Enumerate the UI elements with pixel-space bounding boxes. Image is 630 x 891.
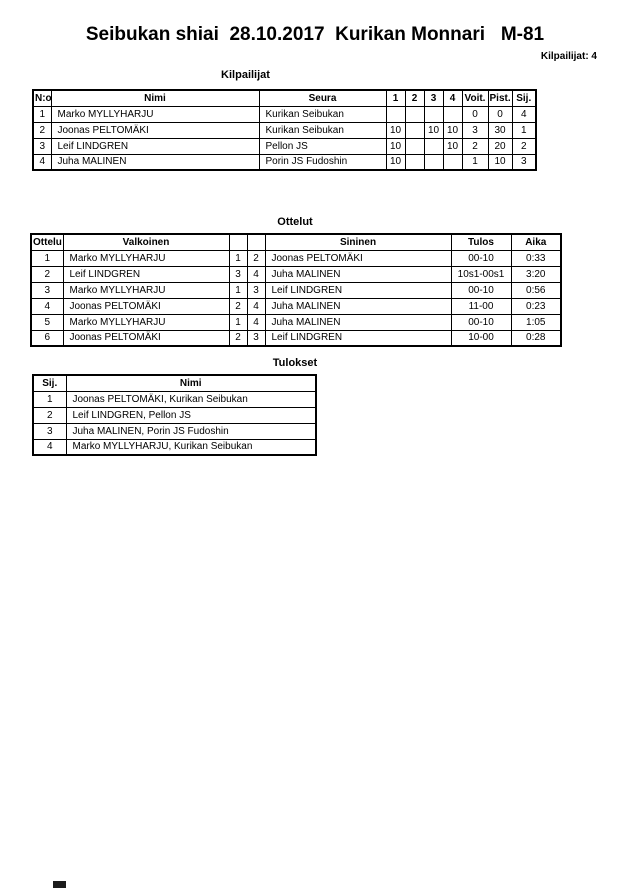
col-header-name: Nimi xyxy=(51,90,259,106)
cell-name: Joonas PELTOMÄKI xyxy=(51,122,259,138)
cell-wins: 2 xyxy=(462,138,488,154)
col-header-points: Pist. xyxy=(488,90,512,106)
cell-name: Joonas PELTOMÄKI, Kurikan Seibukan xyxy=(66,391,316,407)
cell-no: 2 xyxy=(33,122,51,138)
cell-blue-no: 4 xyxy=(247,298,265,314)
cell-white-no: 3 xyxy=(229,266,247,282)
match-row xyxy=(31,282,561,298)
cell-no: 3 xyxy=(33,138,51,154)
cell-white-no: 1 xyxy=(229,282,247,298)
cell-time: 3:20 xyxy=(511,266,561,282)
cell-round-2 xyxy=(405,154,424,170)
col-header-opponent-4: 4 xyxy=(443,90,462,106)
cell-round-1: 10 xyxy=(386,138,405,154)
cell-match-no: 1 xyxy=(31,250,63,266)
cell-time: 0:23 xyxy=(511,298,561,314)
cell-result: 11-00 xyxy=(451,298,511,314)
cell-time: 0:33 xyxy=(511,250,561,266)
cell-match-no: 5 xyxy=(31,314,63,330)
col-header-wins: Voit. xyxy=(462,90,488,106)
match-row xyxy=(31,250,561,266)
col-header-rank: Sij. xyxy=(33,375,66,391)
cell-name: Leif LINDGREN, Pellon JS xyxy=(66,407,316,423)
cell-round-3: 10 xyxy=(424,122,443,138)
result-row xyxy=(33,423,316,439)
matches-table xyxy=(30,233,562,347)
cell-club: Kurikan Seibukan xyxy=(259,106,386,122)
cell-result: 10s1-00s1 xyxy=(451,266,511,282)
cell-match-no: 4 xyxy=(31,298,63,314)
col-header-no: N:o xyxy=(33,90,51,106)
cell-white-name: Marko MYLLYHARJU xyxy=(63,250,229,266)
cell-blue-no: 4 xyxy=(247,314,265,330)
cell-round-1: 10 xyxy=(386,154,405,170)
cell-blue-name: Leif LINDGREN xyxy=(265,330,451,346)
cell-result: 00-10 xyxy=(451,250,511,266)
cell-rank: 3 xyxy=(33,423,66,439)
cell-white-name: Marko MYLLYHARJU xyxy=(63,314,229,330)
col-header-name: Nimi xyxy=(66,375,316,391)
cell-rank: 3 xyxy=(512,154,536,170)
cell-points: 30 xyxy=(488,122,512,138)
cell-result: 00-10 xyxy=(451,314,511,330)
cell-time: 1:05 xyxy=(511,314,561,330)
cell-name: Marko MYLLYHARJU xyxy=(51,106,259,122)
cell-wins: 3 xyxy=(462,122,488,138)
match-row xyxy=(31,330,561,346)
cell-name: Marko MYLLYHARJU, Kurikan Seibukan xyxy=(66,439,316,455)
match-row xyxy=(31,298,561,314)
cell-round-3 xyxy=(424,106,443,122)
cell-rank: 2 xyxy=(33,407,66,423)
competitors-header-row xyxy=(33,90,536,106)
col-header-opponent-1: 1 xyxy=(386,90,405,106)
cell-blue-name: Leif LINDGREN xyxy=(265,282,451,298)
cell-club: Kurikan Seibukan xyxy=(259,122,386,138)
scan-artifact xyxy=(53,881,66,888)
cell-club: Porin JS Fudoshin xyxy=(259,154,386,170)
col-header-time: Aika xyxy=(511,234,561,250)
cell-white-name: Joonas PELTOMÄKI xyxy=(63,298,229,314)
result-row xyxy=(33,439,316,455)
result-row xyxy=(33,407,316,423)
cell-match-no: 3 xyxy=(31,282,63,298)
cell-no: 4 xyxy=(33,154,51,170)
cell-round-2 xyxy=(405,122,424,138)
cell-white-no: 2 xyxy=(229,298,247,314)
result-row xyxy=(33,391,316,407)
cell-name: Leif LINDGREN xyxy=(51,138,259,154)
cell-rank: 4 xyxy=(512,106,536,122)
cell-blue-name: Juha MALINEN xyxy=(265,314,451,330)
col-header-rank: Sij. xyxy=(512,90,536,106)
cell-white-no: 2 xyxy=(229,330,247,346)
page-title: Seibukan shiai 28.10.2017 Kurikan Monnari M-81 xyxy=(85,24,545,45)
competitors-table xyxy=(32,89,537,171)
cell-round-3 xyxy=(424,138,443,154)
match-row xyxy=(31,266,561,282)
competitor-row xyxy=(33,154,536,170)
cell-round-3 xyxy=(424,154,443,170)
cell-wins: 1 xyxy=(462,154,488,170)
col-header-club: Seura xyxy=(259,90,386,106)
matches-header-row xyxy=(31,234,561,250)
participants-count-label: Kilpailijat: 4 xyxy=(540,51,597,62)
match-row xyxy=(31,314,561,330)
cell-rank: 2 xyxy=(512,138,536,154)
cell-white-name: Marko MYLLYHARJU xyxy=(63,282,229,298)
cell-round-2 xyxy=(405,138,424,154)
cell-match-no: 2 xyxy=(31,266,63,282)
cell-points: 0 xyxy=(488,106,512,122)
cell-no: 1 xyxy=(33,106,51,122)
col-header-white: Valkoinen xyxy=(63,234,229,250)
cell-rank: 1 xyxy=(33,391,66,407)
results-table xyxy=(32,374,317,456)
cell-time: 0:56 xyxy=(511,282,561,298)
cell-white-name: Joonas PELTOMÄKI xyxy=(63,330,229,346)
cell-white-no: 1 xyxy=(229,250,247,266)
cell-club: Pellon JS xyxy=(259,138,386,154)
col-header-result: Tulos xyxy=(451,234,511,250)
cell-points: 10 xyxy=(488,154,512,170)
col-header-white-number xyxy=(229,234,247,250)
cell-round-4: 10 xyxy=(443,138,462,154)
col-header-blue-number xyxy=(247,234,265,250)
cell-blue-no: 2 xyxy=(247,250,265,266)
cell-wins: 0 xyxy=(462,106,488,122)
cell-blue-name: Juha MALINEN xyxy=(265,298,451,314)
col-header-match-no: Ottelu xyxy=(31,234,63,250)
col-header-opponent-2: 2 xyxy=(405,90,424,106)
cell-round-4 xyxy=(443,154,462,170)
cell-white-no: 1 xyxy=(229,314,247,330)
cell-round-2 xyxy=(405,106,424,122)
results-section-heading: Tulokset xyxy=(272,357,318,369)
matches-section-heading: Ottelut xyxy=(277,216,313,228)
cell-round-4 xyxy=(443,106,462,122)
cell-white-name: Leif LINDGREN xyxy=(63,266,229,282)
cell-rank: 4 xyxy=(33,439,66,455)
cell-blue-name: Joonas PELTOMÄKI xyxy=(265,250,451,266)
cell-points: 20 xyxy=(488,138,512,154)
cell-match-no: 6 xyxy=(31,330,63,346)
competitors-section-heading: Kilpailijat xyxy=(221,69,270,81)
cell-blue-name: Juha MALINEN xyxy=(265,266,451,282)
cell-rank: 1 xyxy=(512,122,536,138)
competitor-row xyxy=(33,138,536,154)
col-header-opponent-3: 3 xyxy=(424,90,443,106)
cell-blue-no: 3 xyxy=(247,282,265,298)
cell-result: 10-00 xyxy=(451,330,511,346)
cell-name: Juha MALINEN, Porin JS Fudoshin xyxy=(66,423,316,439)
cell-round-1: 10 xyxy=(386,122,405,138)
competitor-row xyxy=(33,122,536,138)
competitor-row xyxy=(33,106,536,122)
results-header-row xyxy=(33,375,316,391)
cell-round-1 xyxy=(386,106,405,122)
cell-time: 0:28 xyxy=(511,330,561,346)
cell-result: 00-10 xyxy=(451,282,511,298)
col-header-blue: Sininen xyxy=(265,234,451,250)
cell-blue-no: 4 xyxy=(247,266,265,282)
cell-name: Juha MALINEN xyxy=(51,154,259,170)
cell-blue-no: 3 xyxy=(247,330,265,346)
cell-round-4: 10 xyxy=(443,122,462,138)
